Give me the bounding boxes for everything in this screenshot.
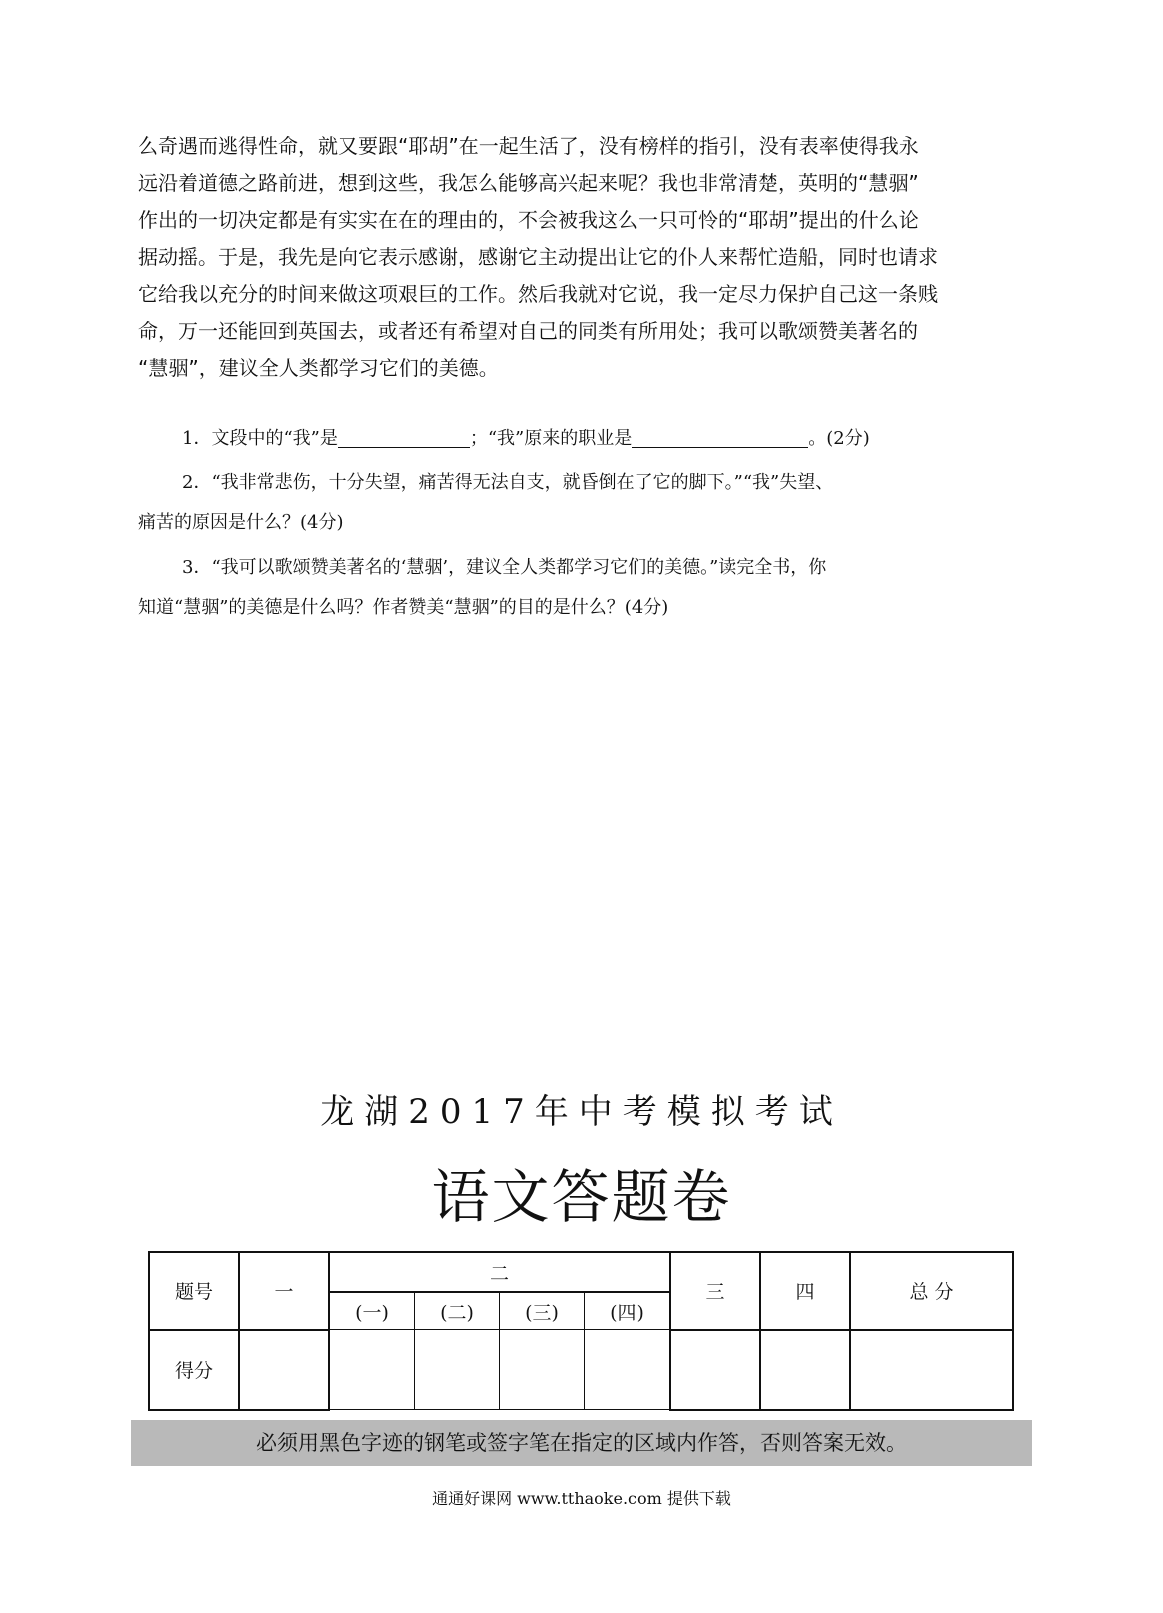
passage-line: 它给我以充分的时间来做这项艰巨的工作。然后我就对它说，我一定尽力保护自己这一条贱: [138, 282, 938, 306]
answer-blank-2[interactable]: [632, 423, 808, 448]
question-1-text-c: 。(2分): [808, 428, 870, 449]
header-section-2: 二: [329, 1252, 670, 1292]
header-section-4: 四: [760, 1252, 850, 1330]
score-cell[interactable]: [415, 1330, 500, 1410]
question-2-line-1: 2．“我非常悲伤，十分失望，痛苦得无法自支，就昏倒在了它的脚下。”“我”失望、: [182, 472, 834, 493]
score-cell[interactable]: [585, 1330, 671, 1410]
score-cell[interactable]: [850, 1330, 1013, 1410]
passage-line: 么奇遇而逃得性命，就又要跟“耶胡”在一起生活了，没有榜样的指引，没有表率使得我永: [138, 134, 919, 158]
passage-line: 据动摇。于是，我先是向它表示感谢，感谢它主动提出让它的仆人来帮忙造船，同时也请求: [138, 245, 938, 269]
question-3-line-1: 3．“我可以歌颂赞美著名的‘慧骃’，建议全人类都学习它们的美德。”读完全书，你: [182, 557, 827, 578]
question-2-line-2: 痛苦的原因是什么？(4分): [138, 512, 344, 533]
answer-sheet-title: 语文答题卷: [431, 1163, 732, 1231]
score-cell[interactable]: [760, 1330, 850, 1410]
header-sub-3: (三): [500, 1292, 585, 1330]
question-1-text-b: ；“我”原来的职业是: [469, 428, 633, 449]
question-1-text-a: 1．文段中的“我”是: [182, 428, 338, 449]
passage-line: 远沿着道德之路前进，想到这些，我怎么能够高兴起来呢？我也非常清楚，英明的“慧骃”: [138, 171, 919, 195]
passage-line: “慧骃”，建议全人类都学习它们的美德。: [138, 356, 499, 380]
question-1: [138, 419, 1038, 459]
question-2: [138, 463, 1038, 543]
score-cell[interactable]: [239, 1330, 329, 1410]
footer-text: 通通好课网 www.tthaoke.com 提供下载: [432, 1489, 731, 1508]
row-label-score: 得分: [149, 1330, 239, 1410]
header-sub-4: (四): [585, 1292, 671, 1330]
header-section-3: 三: [670, 1252, 760, 1330]
score-cell[interactable]: [329, 1330, 415, 1410]
score-cell[interactable]: [500, 1330, 585, 1410]
score-cell[interactable]: [670, 1330, 760, 1410]
question-3-line-2: 知道“慧骃”的美德是什么吗？作者赞美“慧骃”的目的是什么？(4分): [138, 597, 669, 618]
exam-title: 龙湖2017年中考模拟考试: [320, 1092, 843, 1132]
header-sub-2: (二): [415, 1292, 500, 1330]
header-sub-1: (一): [329, 1292, 415, 1330]
score-table: [148, 1251, 1014, 1411]
question-3: [138, 548, 1038, 628]
header-section-1: 一: [239, 1252, 329, 1330]
notice-banner: 必须用黑色字迹的钢笔或签字笔在指定的区域内作答，否则答案无效。: [131, 1420, 1032, 1466]
passage-line: 命，万一还能回到英国去，或者还有希望对自己的同类有所用处；我可以歌颂赞美著名的: [138, 319, 918, 343]
header-question-number: 题号: [149, 1252, 239, 1330]
passage-line: 作出的一切决定都是有实实在在的理由的，不会被我这么一只可怜的“耶胡”提出的什么论: [138, 208, 919, 232]
passage-text: [138, 128, 1038, 387]
answer-blank-1[interactable]: [338, 423, 470, 448]
header-total: 总 分: [850, 1252, 1013, 1330]
